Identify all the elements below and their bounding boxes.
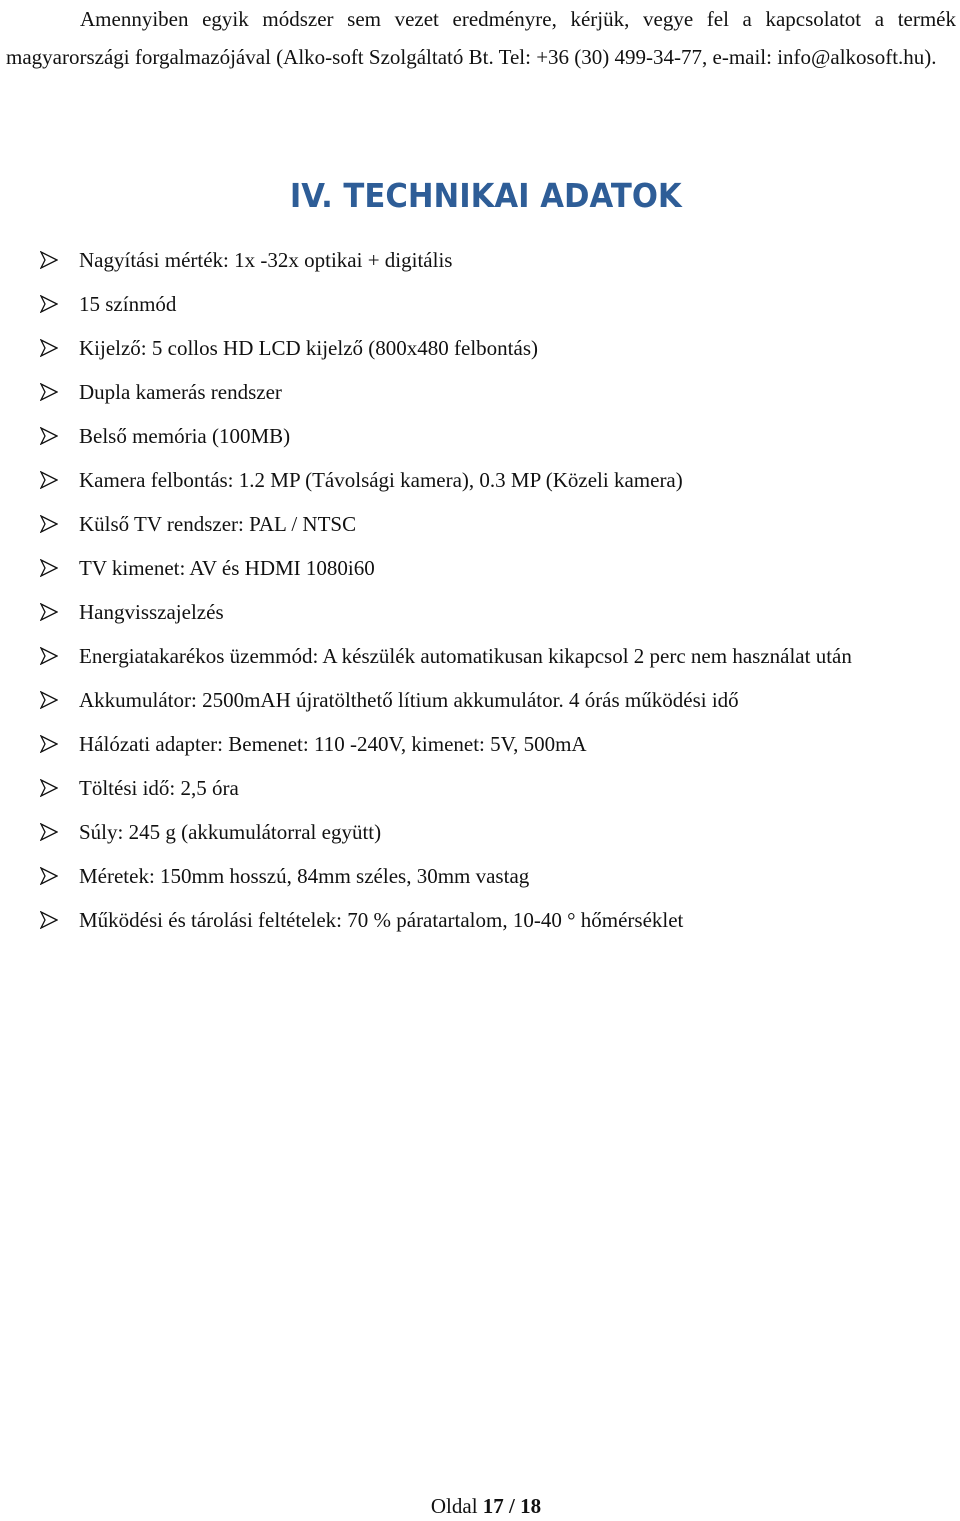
arrowhead-bullet-icon [40, 867, 58, 885]
spec-text: Akkumulátor: 2500mAH újratölthető lítium akkumulátor. 4 órás működési idő [79, 688, 739, 712]
arrowhead-bullet-icon [40, 515, 58, 533]
current-page-number: 17 [482, 1494, 504, 1518]
spec-text: Belső memória (100MB) [79, 424, 291, 448]
arrowhead-bullet-icon [40, 251, 58, 269]
arrowhead-bullet-icon [40, 559, 58, 577]
arrowhead-bullet-icon [40, 427, 58, 445]
spec-text: Energiatakarékos üzemmód: A készülék automatikusan kikapcsol 2 perc nem használat után [79, 644, 852, 668]
spec-text: Méretek: 150mm hosszú, 84mm széles, 30mm vastag [79, 864, 530, 888]
total-pages-number: 18 [520, 1494, 542, 1518]
page-footer [0, 1494, 960, 1519]
spec-item-weight [0, 810, 960, 854]
spec-item-adapter [0, 722, 960, 766]
spec-item-tv-system [0, 502, 960, 546]
spec-text: Külső TV rendszer: PAL / NTSC [79, 512, 357, 536]
spec-item-zoom [0, 238, 960, 282]
arrowhead-bullet-icon [40, 691, 58, 709]
intro-paragraph: Amennyiben egyik módszer sem vezet eredményre, kérjük, vegye fel a kapcsolatot a termék magyarországi forgalmazójával (Alko-soft Szolgáltató Bt. Tel: +36 (30) 499-34-77, e-mail: info@alkosoft.hu). [6, 7, 956, 69]
arrowhead-bullet-icon [40, 735, 58, 753]
spec-item-charging-time [0, 766, 960, 810]
technical-specs-list [0, 238, 960, 942]
arrowhead-bullet-icon [40, 647, 58, 665]
section-heading: IV. TECHNIKAI ADATOK [289, 176, 682, 215]
spec-text: Működési és tárolási feltételek: 70 % páratartalom, 10-40 ° hőmérséklet [79, 908, 684, 932]
arrowhead-bullet-icon [40, 339, 58, 357]
arrowhead-bullet-icon [40, 779, 58, 797]
spec-item-tv-output [0, 546, 960, 590]
spec-text: 15 színmód [79, 292, 177, 316]
arrowhead-bullet-icon [40, 295, 58, 313]
spec-item-power-saving [0, 634, 960, 678]
spec-text: Hálózati adapter: Bemenet: 110 -240V, kimenet: 5V, 500mA [79, 732, 587, 756]
spec-item-dimensions [0, 854, 960, 898]
spec-item-battery [0, 678, 960, 722]
spec-item-audio-feedback [0, 590, 960, 634]
spec-text: Dupla kamerás rendszer [79, 380, 282, 404]
spec-text: Kamera felbontás: 1.2 MP (Távolsági kamera), 0.3 MP (Közeli kamera) [79, 468, 683, 492]
spec-text: Hangvisszajelzés [79, 600, 224, 624]
arrowhead-bullet-icon [40, 823, 58, 841]
spec-text: TV kimenet: AV és HDMI 1080i60 [79, 556, 375, 580]
spec-text: Súly: 245 g (akkumulátorral együtt) [79, 820, 382, 844]
arrowhead-bullet-icon [40, 471, 58, 489]
spec-text: Kijelző: 5 collos HD LCD kijelző (800x480 felbontás) [79, 336, 538, 360]
spec-text: Nagyítási mérték: 1x -32x optikai + digitális [79, 248, 453, 272]
spec-item-dual-camera [0, 370, 960, 414]
arrowhead-bullet-icon [40, 383, 58, 401]
arrowhead-bullet-icon [40, 911, 58, 929]
spec-item-display [0, 326, 960, 370]
page-separator: / [509, 1494, 515, 1518]
page-label: Oldal [430, 1494, 478, 1518]
spec-item-operating-conditions [0, 898, 960, 942]
spec-item-camera-resolution [0, 458, 960, 502]
arrowhead-bullet-icon [40, 603, 58, 621]
spec-text: Töltési idő: 2,5 óra [79, 776, 239, 800]
spec-item-memory [0, 414, 960, 458]
spec-item-color-modes [0, 282, 960, 326]
